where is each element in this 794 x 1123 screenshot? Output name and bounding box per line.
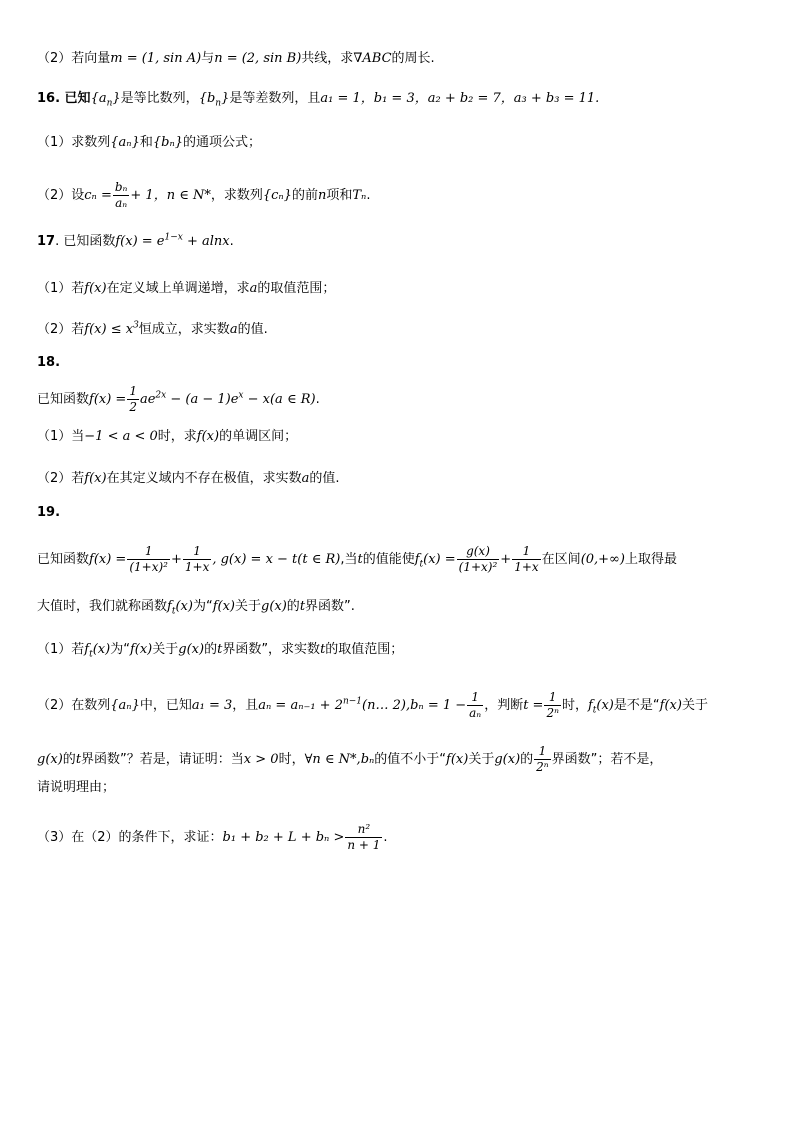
text: 中，已知 — [139, 698, 192, 713]
text: （2）若 — [37, 471, 85, 486]
math: + alnx — [182, 234, 230, 249]
q17-part1 — [37, 279, 774, 299]
text: 界函数”；若不是， — [551, 752, 663, 767]
text: 关于 — [681, 698, 708, 713]
text: （2）若向量 — [37, 51, 111, 66]
math: f(x) — [212, 599, 235, 614]
question-number: 16. 已知 — [37, 91, 91, 106]
q19-part3 — [37, 822, 774, 853]
math: (x) — [175, 599, 193, 614]
question-number: 17 — [37, 234, 56, 249]
text: 关于 — [468, 752, 495, 767]
math: f(x) — [129, 642, 153, 657]
math: (x) = — [423, 552, 456, 567]
fraction: $\frac{\text{bₙ}}{\text{aₙ}}$ — [114, 180, 128, 210]
math: t — [217, 642, 223, 657]
text: 时，求 — [157, 429, 197, 444]
math: t = — [523, 698, 544, 713]
text: （1）当 — [37, 429, 85, 444]
text: 是等比数列， — [120, 91, 199, 106]
q16-part1 — [37, 133, 774, 153]
math-subscript: t — [89, 649, 93, 660]
math: a — [229, 322, 238, 337]
text: . — [315, 392, 320, 407]
math-subscript: t — [592, 705, 597, 716]
text: （2）设 — [37, 188, 85, 203]
fraction: $\frac{1}{1+x}$ — [514, 544, 539, 574]
math: − x(a ∈ R) — [243, 392, 316, 407]
math-subscript: t — [419, 559, 424, 570]
math: a₁ = 3 — [191, 698, 233, 713]
text: ，且 — [232, 698, 259, 713]
text: 为“ — [192, 599, 213, 614]
q19-part1 — [37, 640, 774, 660]
text: ,当 — [340, 552, 358, 567]
text: ，求数列 — [210, 188, 263, 203]
math: f(x) = e — [115, 234, 165, 249]
q17-stem — [37, 232, 774, 252]
text: 在区间 — [541, 552, 581, 567]
question-number: 19. — [37, 505, 61, 520]
text: 为“ — [110, 642, 130, 657]
math: f — [587, 698, 593, 713]
math: b₁ + b₂ + L + bₙ > — [222, 830, 345, 845]
text: 大值时，我们就称函数 — [37, 599, 168, 614]
math: a — [249, 281, 258, 296]
text: 关于 — [152, 642, 179, 657]
q18-part1 — [37, 427, 774, 447]
text: 的周长. — [391, 51, 435, 66]
math: (0,+∞) — [580, 552, 625, 567]
math: f(x) = — [89, 552, 127, 567]
math-subscript: t — [171, 606, 176, 617]
math-exponent: 1−x — [164, 232, 183, 243]
math: } — [221, 91, 230, 106]
text: . — [383, 830, 388, 845]
text: . 已知函数 — [55, 234, 116, 249]
text: 恒成立，求实数 — [138, 322, 230, 337]
text: . — [229, 234, 234, 249]
text: （1）若 — [37, 642, 85, 657]
q18-part2 — [37, 469, 774, 489]
fraction: $\frac{1}{\text{2ⁿ}}$ — [536, 744, 549, 774]
math: f(x) ≤ x — [84, 322, 134, 337]
text: ，判断 — [484, 698, 524, 713]
math: g(x) — [494, 752, 521, 767]
math: + 1， — [130, 188, 167, 203]
text: 共线，求 — [301, 51, 354, 66]
q16-part2 — [37, 180, 774, 211]
math-triangle: ∇ABC — [353, 51, 392, 66]
text: 的通项公式； — [183, 135, 262, 150]
fraction: $\frac{1}{1+x}$ — [184, 544, 210, 574]
math: f — [84, 642, 90, 657]
math-exponent: x — [238, 390, 244, 401]
text: 关于 — [234, 599, 261, 614]
math: f(x) — [84, 471, 107, 486]
math-exponent: 3 — [133, 320, 139, 331]
math: , g(x) = x − t(t ∈ R) — [212, 552, 341, 567]
text: . — [366, 188, 371, 203]
math: g(x) — [37, 752, 63, 767]
math: n ∈ N* — [166, 188, 211, 203]
math: + — [170, 552, 182, 567]
text: （2）若 — [37, 322, 85, 337]
text: 是等差数列，且 — [229, 91, 321, 106]
math-vector-m: m = (1, sin A) — [110, 51, 202, 66]
math: x > 0 — [243, 752, 279, 767]
math: a — [301, 471, 310, 486]
math: f(x) — [196, 429, 220, 444]
text: 的单调区间； — [219, 429, 298, 444]
math: t — [299, 599, 306, 614]
text: （1）求数列 — [37, 135, 111, 150]
math: {cₙ} — [262, 188, 292, 203]
fraction: $\frac{g(x)}{\text{(1+x)²}}$ — [458, 544, 498, 574]
fraction: $\frac{1}{\text{2ⁿ}}$ — [546, 690, 559, 720]
text: （2）在数列 — [37, 698, 111, 713]
q19-part2-b — [37, 744, 774, 775]
text: 的 — [204, 642, 218, 657]
text: 的前 — [291, 188, 318, 203]
text: 上取得最 — [624, 552, 677, 567]
math: aₙ = aₙ₋₁ + 2 — [258, 698, 343, 713]
math: + — [500, 552, 512, 567]
text: 时， — [278, 752, 305, 767]
math: f(x) = — [89, 392, 127, 407]
math: {aₙ} — [110, 698, 140, 713]
math-conditions: a₁ = 1，b₁ = 3，a₂ + b₂ = 7，a₃ + b₃ = 11. — [320, 91, 600, 106]
math: f — [414, 552, 420, 567]
math: (n… 2),bₙ = 1 − — [362, 698, 467, 713]
math: } — [112, 91, 121, 106]
math: −1 < a < 0 — [84, 429, 158, 444]
text: 的 — [286, 599, 300, 614]
text: 界函数”？若是，请证明：当 — [81, 752, 244, 767]
fraction: $\frac{1}{\text{(1+x)²}}$ — [129, 544, 168, 574]
text: 已知函数 — [37, 552, 90, 567]
fraction: $\frac{1}{\text{aₙ}}$ — [469, 690, 482, 720]
text: 是不是“ — [613, 698, 660, 713]
math: t — [357, 552, 363, 567]
math: {a — [90, 91, 107, 106]
text: 的取值范围； — [325, 642, 404, 657]
q19-part2-c — [37, 778, 774, 798]
math: g(x) — [178, 642, 205, 657]
text: 界函数”，求实数 — [222, 642, 321, 657]
math-exponent: n−1 — [342, 696, 363, 707]
text: 与 — [201, 51, 215, 66]
math: ae — [139, 392, 156, 407]
math: f — [167, 599, 172, 614]
math: t — [75, 752, 82, 767]
text: 的 — [520, 752, 534, 767]
text: 的取值范围； — [257, 281, 336, 296]
q19-stem-a — [37, 544, 774, 575]
math: t — [320, 642, 326, 657]
math: ∀n ∈ N*,bₙ — [304, 752, 375, 767]
text: 时， — [561, 698, 588, 713]
math: − (a − 1)e — [166, 392, 239, 407]
q17-part2 — [37, 320, 774, 340]
math: n — [317, 188, 327, 203]
text: 已知函数 — [37, 392, 90, 407]
text: 界函数”. — [305, 599, 355, 614]
math: f(x) — [84, 281, 107, 296]
text: 在其定义域内不存在极值，求实数 — [106, 471, 302, 486]
q18-number — [37, 353, 774, 373]
text: 在定义域上单调递增，求 — [106, 281, 250, 296]
math: (x) — [92, 642, 111, 657]
math-exponent: 2x — [155, 390, 167, 401]
text: 的 — [62, 752, 76, 767]
fraction: $\frac{1}{2}$ — [129, 384, 137, 414]
q19-part2-a — [37, 690, 774, 721]
text: 的值不小于“ — [374, 752, 447, 767]
q18-stem — [37, 384, 774, 415]
fraction: $\frac{\text{n²}}{n + 1}$ — [347, 822, 381, 852]
math: g(x) — [261, 599, 287, 614]
text: （3）在（2）的条件下，求证： — [37, 830, 223, 845]
q19-stem-b — [37, 597, 774, 617]
q15-part2 — [37, 49, 774, 69]
math: {aₙ} — [110, 135, 140, 150]
math: Tₙ — [352, 188, 367, 203]
q19-number — [37, 503, 774, 523]
question-number: 18. — [37, 355, 61, 370]
text: 的值. — [309, 471, 340, 486]
math: (x) — [596, 698, 614, 713]
math: {bₙ} — [152, 135, 183, 150]
text: 的值能使 — [362, 552, 415, 567]
math: f(x) — [659, 698, 682, 713]
math: cₙ = — [84, 188, 112, 203]
math: f(x) — [446, 752, 469, 767]
math: {b — [198, 91, 216, 106]
text: 请说明理由； — [37, 780, 116, 795]
q16-stem: 16. 已知$\{a_n\}$是等比数列，$\{b_n\}$是等差数列，且a₁ = 1，b₁ = 3，a₂ + b₂ = 7，a₃ + b₃ = 11. — [37, 91, 600, 109]
math-vector-n: n = (2, sin B) — [214, 51, 302, 66]
text: （1）若 — [37, 281, 85, 296]
text: 和 — [139, 135, 153, 150]
text: 项和 — [326, 188, 353, 203]
text: 的值. — [237, 322, 268, 337]
